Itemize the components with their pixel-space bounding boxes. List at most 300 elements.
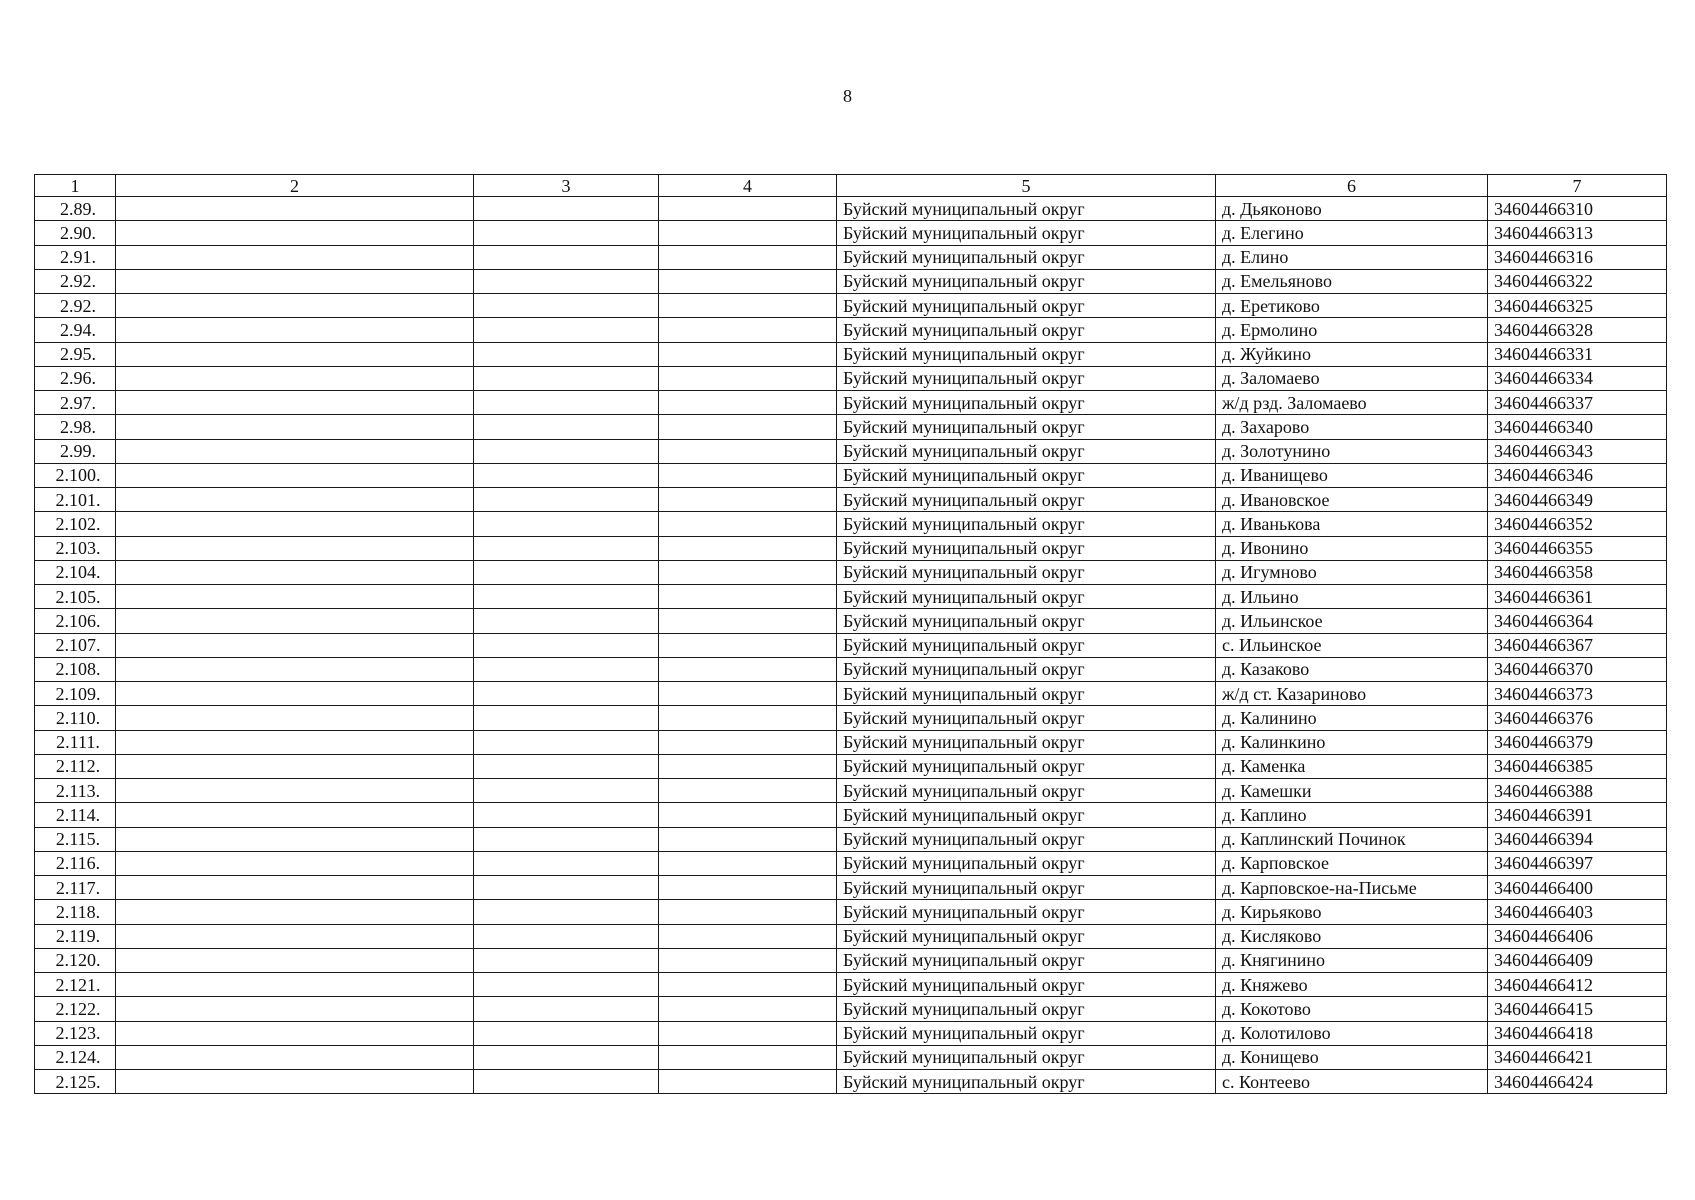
cell-col-4 [659,512,837,536]
row-number: 2.109. [35,682,116,706]
cell-col-3 [474,342,659,366]
cell-col-4 [659,609,837,633]
cell-col-2 [116,876,474,900]
table-row [35,1045,1667,1069]
cell-col-2 [116,221,474,245]
oktmo-code-cell: 34604466343 [1488,439,1667,463]
settlement-cell: д. Колотилово [1216,1021,1488,1045]
row-number: 2.101. [35,488,116,512]
row-number: 2.92. [35,269,116,293]
district-cell: Буйский муниципальный округ [837,876,1216,900]
district-cell: Буйский муниципальный округ [837,997,1216,1021]
column-header-5: 5 [837,175,1216,197]
cell-col-4 [659,779,837,803]
settlement-cell: д. Казаково [1216,657,1488,681]
cell-col-2 [116,948,474,972]
oktmo-code-cell: 34604466379 [1488,730,1667,754]
oktmo-code-cell: 34604466394 [1488,827,1667,851]
row-number: 2.104. [35,560,116,584]
cell-col-4 [659,876,837,900]
cell-col-3 [474,633,659,657]
district-cell: Буйский муниципальный округ [837,827,1216,851]
table-row [35,803,1667,827]
settlement-cell: д. Карповское [1216,851,1488,875]
table-row [35,609,1667,633]
settlement-cell: д. Емельяново [1216,269,1488,293]
cell-col-3 [474,245,659,269]
cell-col-3 [474,876,659,900]
page-number: 8 [843,86,852,106]
district-cell: Буйский муниципальный округ [837,560,1216,584]
cell-col-2 [116,560,474,584]
cell-col-3 [474,779,659,803]
district-cell: Буйский муниципальный округ [837,609,1216,633]
district-cell: Буйский муниципальный округ [837,342,1216,366]
settlement-cell: д. Кокотово [1216,997,1488,1021]
row-number: 2.125. [35,1070,116,1094]
column-header-1: 1 [35,175,116,197]
cell-col-3 [474,560,659,584]
row-number: 2.114. [35,803,116,827]
cell-col-4 [659,585,837,609]
settlement-cell: д. Еретиково [1216,294,1488,318]
cell-col-2 [116,924,474,948]
oktmo-code-cell: 34604466406 [1488,924,1667,948]
table-row [35,657,1667,681]
cell-col-4 [659,900,837,924]
cell-col-4 [659,730,837,754]
cell-col-4 [659,657,837,681]
settlement-cell: д. Захарово [1216,415,1488,439]
cell-col-4 [659,706,837,730]
settlement-cell: с. Контеево [1216,1070,1488,1094]
table-row [35,197,1667,221]
cell-col-2 [116,585,474,609]
row-number: 2.113. [35,779,116,803]
oktmo-code-cell: 34604466370 [1488,657,1667,681]
registry-table [34,174,1667,1094]
cell-col-2 [116,391,474,415]
cell-col-2 [116,682,474,706]
cell-col-2 [116,997,474,1021]
table-row [35,512,1667,536]
row-number: 2.94. [35,318,116,342]
oktmo-code-cell: 34604466367 [1488,633,1667,657]
table-row [35,948,1667,972]
oktmo-code-cell: 34604466364 [1488,609,1667,633]
district-cell: Буйский муниципальный округ [837,924,1216,948]
cell-col-2 [116,536,474,560]
oktmo-code-cell: 34604466349 [1488,488,1667,512]
district-cell: Буйский муниципальный округ [837,318,1216,342]
cell-col-2 [116,1070,474,1094]
settlement-cell: д. Ивонино [1216,536,1488,560]
district-cell: Буйский муниципальный округ [837,851,1216,875]
table-row [35,536,1667,560]
settlement-cell: д. Каплинский Починок [1216,827,1488,851]
district-cell: Буйский муниципальный округ [837,706,1216,730]
oktmo-code-cell: 34604466340 [1488,415,1667,439]
district-cell: Буйский муниципальный округ [837,585,1216,609]
district-cell: Буйский муниципальный округ [837,269,1216,293]
cell-col-3 [474,657,659,681]
cell-col-2 [116,803,474,827]
district-cell: Буйский муниципальный округ [837,536,1216,560]
cell-col-4 [659,536,837,560]
district-cell: Буйский муниципальный округ [837,1070,1216,1094]
cell-col-3 [474,948,659,972]
row-number: 2.116. [35,851,116,875]
cell-col-4 [659,366,837,390]
district-cell: Буйский муниципальный округ [837,488,1216,512]
cell-col-4 [659,391,837,415]
settlement-cell: д. Дьяконово [1216,197,1488,221]
cell-col-2 [116,463,474,487]
oktmo-code-cell: 34604466415 [1488,997,1667,1021]
settlement-cell: д. Каплино [1216,803,1488,827]
table-row [35,415,1667,439]
settlement-cell: д. Княгинино [1216,948,1488,972]
oktmo-code-cell: 34604466331 [1488,342,1667,366]
settlement-cell: д. Каменка [1216,754,1488,778]
row-number: 2.110. [35,706,116,730]
district-cell: Буйский муниципальный округ [837,754,1216,778]
cell-col-2 [116,851,474,875]
settlement-cell: д. Ермолино [1216,318,1488,342]
row-number: 2.112. [35,754,116,778]
cell-col-4 [659,924,837,948]
table-row [35,1021,1667,1045]
table-row [35,1070,1667,1094]
oktmo-code-cell: 34604466391 [1488,803,1667,827]
cell-col-2 [116,488,474,512]
table-row [35,318,1667,342]
cell-col-2 [116,269,474,293]
cell-col-2 [116,342,474,366]
settlement-cell: д. Кисляково [1216,924,1488,948]
cell-col-2 [116,1021,474,1045]
table-row [35,827,1667,851]
row-number: 2.90. [35,221,116,245]
cell-col-3 [474,803,659,827]
district-cell: Буйский муниципальный округ [837,415,1216,439]
table-row [35,342,1667,366]
district-cell: Буйский муниципальный округ [837,197,1216,221]
cell-col-4 [659,197,837,221]
column-header-4: 4 [659,175,837,197]
table-row [35,924,1667,948]
row-number: 2.97. [35,391,116,415]
table-row [35,779,1667,803]
cell-col-3 [474,197,659,221]
oktmo-code-cell: 34604466424 [1488,1070,1667,1094]
cell-col-2 [116,366,474,390]
row-number: 2.120. [35,948,116,972]
table-row [35,391,1667,415]
district-cell: Буйский муниципальный округ [837,900,1216,924]
district-cell: Буйский муниципальный округ [837,463,1216,487]
table-row [35,851,1667,875]
oktmo-code-cell: 34604466352 [1488,512,1667,536]
oktmo-code-cell: 34604466373 [1488,682,1667,706]
district-cell: Буйский муниципальный округ [837,973,1216,997]
table-body [35,197,1667,1094]
row-number: 2.91. [35,245,116,269]
cell-col-4 [659,827,837,851]
settlement-cell: д. Золотунино [1216,439,1488,463]
oktmo-code-cell: 34604466313 [1488,221,1667,245]
cell-col-4 [659,488,837,512]
table-row [35,221,1667,245]
row-number: 2.103. [35,536,116,560]
cell-col-2 [116,779,474,803]
cell-col-4 [659,803,837,827]
settlement-cell: д. Княжево [1216,973,1488,997]
cell-col-3 [474,997,659,1021]
table-row [35,245,1667,269]
row-number: 2.119. [35,924,116,948]
district-cell: Буйский муниципальный округ [837,366,1216,390]
settlement-cell: ж/д рзд. Заломаево [1216,391,1488,415]
oktmo-code-cell: 34604466412 [1488,973,1667,997]
table-row [35,585,1667,609]
district-cell: Буйский муниципальный округ [837,779,1216,803]
cell-col-3 [474,706,659,730]
cell-col-3 [474,269,659,293]
table-row [35,294,1667,318]
district-cell: Буйский муниципальный округ [837,948,1216,972]
row-number: 2.118. [35,900,116,924]
column-header-6: 6 [1216,175,1488,197]
settlement-cell: д. Калинино [1216,706,1488,730]
cell-col-3 [474,900,659,924]
table-row [35,463,1667,487]
settlement-cell: д. Елегино [1216,221,1488,245]
cell-col-2 [116,415,474,439]
row-number: 2.117. [35,876,116,900]
cell-col-3 [474,682,659,706]
cell-col-2 [116,657,474,681]
cell-col-4 [659,221,837,245]
row-number: 2.106. [35,609,116,633]
cell-col-2 [116,754,474,778]
row-number: 2.108. [35,657,116,681]
cell-col-4 [659,633,837,657]
table-row [35,997,1667,1021]
oktmo-code-cell: 34604466346 [1488,463,1667,487]
cell-col-2 [116,973,474,997]
cell-col-3 [474,973,659,997]
row-number: 2.107. [35,633,116,657]
oktmo-code-cell: 34604466418 [1488,1021,1667,1045]
cell-col-4 [659,682,837,706]
oktmo-code-cell: 34604466322 [1488,269,1667,293]
oktmo-code-cell: 34604466310 [1488,197,1667,221]
cell-col-3 [474,536,659,560]
cell-col-3 [474,1070,659,1094]
cell-col-2 [116,730,474,754]
table-header-row [35,175,1667,197]
cell-col-4 [659,948,837,972]
cell-col-4 [659,1045,837,1069]
row-number: 2.105. [35,585,116,609]
oktmo-code-cell: 34604466388 [1488,779,1667,803]
row-number: 2.98. [35,415,116,439]
table-row [35,633,1667,657]
oktmo-code-cell: 34604466421 [1488,1045,1667,1069]
table-row [35,730,1667,754]
settlement-cell: д. Заломаево [1216,366,1488,390]
district-cell: Буйский муниципальный округ [837,803,1216,827]
column-header-3: 3 [474,175,659,197]
cell-col-2 [116,439,474,463]
oktmo-code-cell: 34604466403 [1488,900,1667,924]
oktmo-code-cell: 34604466361 [1488,585,1667,609]
column-header-2: 2 [116,175,474,197]
cell-col-2 [116,318,474,342]
cell-col-4 [659,294,837,318]
table-row [35,488,1667,512]
cell-col-2 [116,512,474,536]
table-row [35,366,1667,390]
row-number: 2.121. [35,973,116,997]
row-number: 2.124. [35,1045,116,1069]
cell-col-3 [474,221,659,245]
oktmo-code-cell: 34604466385 [1488,754,1667,778]
settlement-cell: д. Карповское-на-Письме [1216,876,1488,900]
cell-col-3 [474,488,659,512]
cell-col-4 [659,973,837,997]
settlement-cell: д. Елино [1216,245,1488,269]
cell-col-3 [474,851,659,875]
district-cell: Буйский муниципальный округ [837,657,1216,681]
district-cell: Буйский муниципальный округ [837,294,1216,318]
cell-col-4 [659,754,837,778]
oktmo-code-cell: 34604466334 [1488,366,1667,390]
table-row [35,269,1667,293]
cell-col-2 [116,900,474,924]
row-number: 2.100. [35,463,116,487]
row-number: 2.89. [35,197,116,221]
cell-col-4 [659,245,837,269]
table-row [35,900,1667,924]
oktmo-code-cell: 34604466355 [1488,536,1667,560]
settlement-cell: д. Игумново [1216,560,1488,584]
cell-col-2 [116,197,474,221]
cell-col-4 [659,342,837,366]
table-row [35,754,1667,778]
row-number: 2.111. [35,730,116,754]
cell-col-2 [116,245,474,269]
district-cell: Буйский муниципальный округ [837,221,1216,245]
settlement-cell: д. Ильинское [1216,609,1488,633]
district-cell: Буйский муниципальный округ [837,1021,1216,1045]
cell-col-3 [474,391,659,415]
row-number: 2.95. [35,342,116,366]
cell-col-2 [116,827,474,851]
cell-col-3 [474,463,659,487]
settlement-cell: д. Жуйкино [1216,342,1488,366]
row-number: 2.92. [35,294,116,318]
table-row [35,973,1667,997]
cell-col-2 [116,294,474,318]
cell-col-4 [659,415,837,439]
cell-col-2 [116,609,474,633]
cell-col-3 [474,1021,659,1045]
cell-col-2 [116,1045,474,1069]
table-row [35,876,1667,900]
cell-col-3 [474,924,659,948]
district-cell: Буйский муниципальный округ [837,245,1216,269]
cell-col-3 [474,366,659,390]
cell-col-3 [474,827,659,851]
row-number: 2.115. [35,827,116,851]
district-cell: Буйский муниципальный округ [837,1045,1216,1069]
cell-col-2 [116,633,474,657]
settlement-cell: с. Ильинское [1216,633,1488,657]
row-number: 2.122. [35,997,116,1021]
cell-col-3 [474,439,659,463]
row-number: 2.102. [35,512,116,536]
cell-col-3 [474,585,659,609]
settlement-cell: д. Калинкино [1216,730,1488,754]
cell-col-3 [474,609,659,633]
cell-col-2 [116,706,474,730]
oktmo-code-cell: 34604466358 [1488,560,1667,584]
district-cell: Буйский муниципальный округ [837,730,1216,754]
cell-col-4 [659,1070,837,1094]
table-row [35,439,1667,463]
settlement-cell: д. Ильино [1216,585,1488,609]
cell-col-4 [659,997,837,1021]
settlement-cell: д. Кирьяково [1216,900,1488,924]
cell-col-4 [659,851,837,875]
cell-col-4 [659,1021,837,1045]
cell-col-4 [659,318,837,342]
table-row [35,560,1667,584]
district-cell: Буйский муниципальный округ [837,633,1216,657]
cell-col-3 [474,512,659,536]
row-number: 2.96. [35,366,116,390]
cell-col-4 [659,463,837,487]
cell-col-3 [474,415,659,439]
cell-col-4 [659,269,837,293]
settlement-cell: д. Ивановское [1216,488,1488,512]
oktmo-code-cell: 34604466397 [1488,851,1667,875]
settlement-cell: д. Конищево [1216,1045,1488,1069]
district-cell: Буйский муниципальный округ [837,439,1216,463]
district-cell: Буйский муниципальный округ [837,682,1216,706]
cell-col-3 [474,1045,659,1069]
cell-col-4 [659,439,837,463]
settlement-cell: д. Иванькова [1216,512,1488,536]
oktmo-code-cell: 34604466400 [1488,876,1667,900]
oktmo-code-cell: 34604466325 [1488,294,1667,318]
cell-col-3 [474,730,659,754]
cell-col-3 [474,754,659,778]
row-number: 2.99. [35,439,116,463]
district-cell: Буйский муниципальный округ [837,512,1216,536]
column-header-7: 7 [1488,175,1667,197]
oktmo-code-cell: 34604466376 [1488,706,1667,730]
district-cell: Буйский муниципальный округ [837,391,1216,415]
oktmo-code-cell: 34604466337 [1488,391,1667,415]
oktmo-code-cell: 34604466316 [1488,245,1667,269]
oktmo-code-cell: 34604466328 [1488,318,1667,342]
table-row [35,706,1667,730]
settlement-cell: ж/д ст. Казариново [1216,682,1488,706]
cell-col-3 [474,318,659,342]
